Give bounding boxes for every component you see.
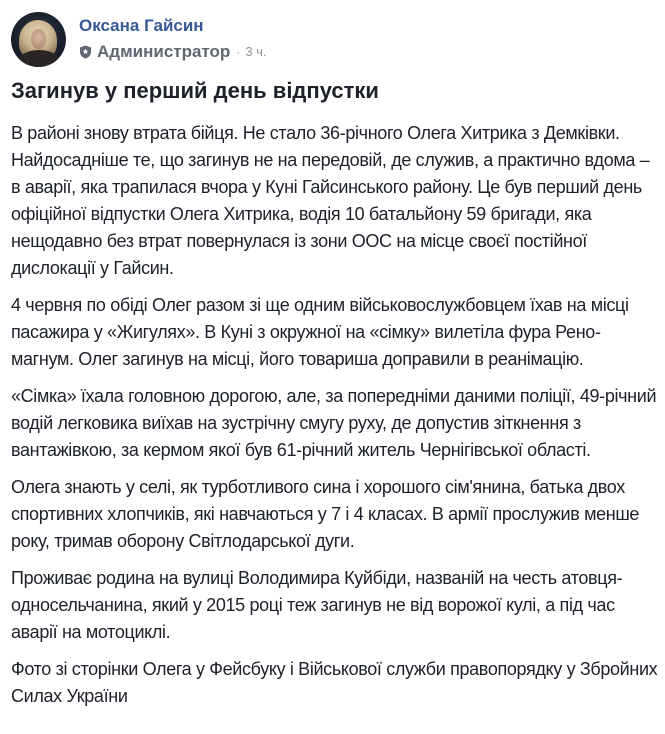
post-paragraph: Олега знають у селі, як турботливого сина і хорошого сім'янина, батька двох спортивних хлопчиків, які навчаються у 7 і 4 класах. В армії прослужив менше року, тримав оборону Світлодарської дуги.: [11, 477, 640, 551]
post-header: [11, 11, 267, 67]
author-name-link[interactable]: Оксана Гайсин: [79, 16, 204, 35]
admin-shield-icon: [79, 45, 92, 59]
author-role: Администратор: [97, 42, 231, 61]
post-paragraph: Фото зі сторінки Олега у Фейсбуку і Військової служби правопорядку у Збройних Силах України: [11, 659, 658, 706]
post-paragraph: В районі знову втрата бійця. Не стало 36-річного Олега Хитрика з Демківки. Найдосадніше те, що загинув не на передовій, де служив, а практично вдома – в аварії, яка трапилася вчора у Куні Гайсинського району. Це був перший день офіційної відпустки Олега Хитрика, водія 10 батальйону 59 бригади, яка нещодавно без втрат повернулася із зони ООС на місце своєї постійної дислокації у Гайсин.: [11, 123, 650, 278]
author-role-line: [79, 41, 267, 63]
post-body: [11, 120, 661, 720]
meta-separator: ·: [236, 45, 241, 59]
post-meta: [79, 15, 267, 63]
post-title: Загинув у перший день відпустки: [11, 78, 379, 103]
post-paragraph: 4 червня по обіді Олег разом зі ще одним військовослужбовцем їхав на місці пасажира у «Жигулях». В Куні з окружної на «сімку» вилетіла фура Рено-магнум. Олег загинув на місці, його товариша доправили в реанімацію.: [11, 295, 629, 369]
post-timestamp[interactable]: 3 ч.: [245, 44, 267, 59]
author-avatar[interactable]: [11, 12, 66, 67]
post-paragraph: Проживає родина на вулиці Володимира Куйбіди, названій на честь атовця-односельчанина, який у 2015 році теж загинув не від ворожої кулі, а під час аварії на мотоциклі.: [11, 568, 623, 642]
post-paragraph: «Сімка» їхала головною дорогою, але, за попередніми даними поліції, 49-річний водій легковика виїхав на зустрічну смугу руху, де допустив зіткнення з вантажівкою, за кермом якої був 61-річний житель Чернігівської області.: [11, 386, 657, 460]
avatar-face: [31, 29, 46, 49]
